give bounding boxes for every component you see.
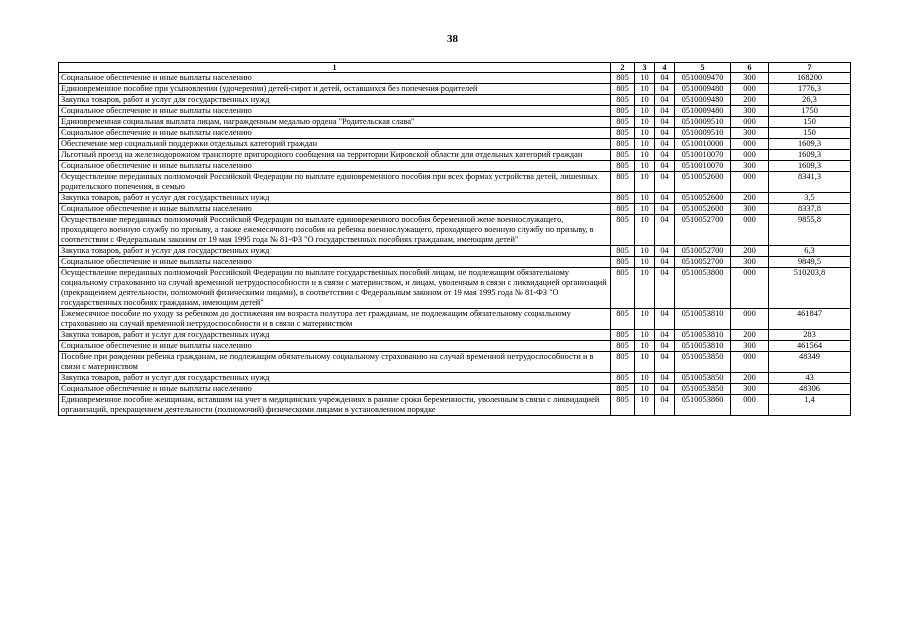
table-row (59, 106, 851, 117)
subsection-code-cell: 04 (655, 309, 675, 330)
ministry-code-cell: 805 (611, 384, 635, 395)
target-article-cell: 0510053810 (675, 341, 731, 352)
row-name-cell: Социальное обеспечение и иные выплаты населению (59, 384, 611, 395)
table-row (59, 150, 851, 161)
amount-cell: 9849,5 (769, 257, 851, 268)
subsection-code-cell: 04 (655, 384, 675, 395)
expense-type-cell: 300 (731, 204, 769, 215)
table-row (59, 204, 851, 215)
section-code-cell: 10 (635, 215, 655, 246)
section-code-cell: 10 (635, 268, 655, 309)
section-code-cell: 10 (635, 193, 655, 204)
row-name-cell: Осуществление переданных полномочий Российской Федерации по выплате единовременного пособия при всех формах устройства детей, лишенных родительского попечения, в семью (59, 172, 611, 193)
amount-cell: 168200 (769, 73, 851, 84)
target-article-cell: 0510010000 (675, 139, 731, 150)
section-code-cell: 10 (635, 161, 655, 172)
ministry-code-cell: 805 (611, 352, 635, 373)
row-name-cell: Единовременное пособие при усыновлении (удочерении) детей-сирот и детей, оставшихся без попечения родителей (59, 84, 611, 95)
section-code-cell: 10 (635, 330, 655, 341)
section-code-cell: 10 (635, 341, 655, 352)
section-code-cell: 10 (635, 257, 655, 268)
section-code-cell: 10 (635, 352, 655, 373)
amount-cell: 43 (769, 373, 851, 384)
ministry-code-cell: 805 (611, 330, 635, 341)
subsection-code-cell: 04 (655, 246, 675, 257)
table-row (59, 117, 851, 128)
target-article-cell: 0510053810 (675, 330, 731, 341)
target-article-cell: 0510009510 (675, 117, 731, 128)
row-name-cell: Социальное обеспечение и иные выплаты населению (59, 106, 611, 117)
subsection-code-cell: 04 (655, 193, 675, 204)
amount-cell: 510203,8 (769, 268, 851, 309)
table-row (59, 341, 851, 352)
table-row (59, 128, 851, 139)
section-code-cell: 10 (635, 128, 655, 139)
target-article-cell: 0510053850 (675, 384, 731, 395)
table-row (59, 268, 851, 309)
amount-cell: 461847 (769, 309, 851, 330)
ministry-code-cell: 805 (611, 215, 635, 246)
target-article-cell: 0510010070 (675, 161, 731, 172)
table-row (59, 139, 851, 150)
subsection-code-cell: 04 (655, 128, 675, 139)
table-row (59, 246, 851, 257)
amount-cell: 48349 (769, 352, 851, 373)
subsection-code-cell: 04 (655, 161, 675, 172)
subsection-code-cell: 04 (655, 73, 675, 84)
ministry-code-cell: 805 (611, 246, 635, 257)
section-code-cell: 10 (635, 384, 655, 395)
target-article-cell: 0510052600 (675, 172, 731, 193)
section-code-cell: 10 (635, 106, 655, 117)
ministry-code-cell: 805 (611, 204, 635, 215)
subsection-code-cell: 04 (655, 117, 675, 128)
row-name-cell: Осуществление переданных полномочий Российской Федерации по выплате единовременного пособия беременной жене военнослужащего, проходящего военную службу по призыву, а также ежемесячного пособия на ребенка военнослужащего, проходящего военную службу по призыву, в соответствии с Федеральным законом от 19 мая 1995 года № 81-ФЗ "О государственных пособиях гражданам, имеющим детей" (59, 215, 611, 246)
target-article-cell: 0510052600 (675, 193, 731, 204)
expense-type-cell: 000 (731, 309, 769, 330)
target-article-cell: 0510009480 (675, 106, 731, 117)
section-code-cell: 10 (635, 73, 655, 84)
target-article-cell: 0510009510 (675, 128, 731, 139)
expense-type-cell: 200 (731, 246, 769, 257)
column-header: 2 (611, 63, 635, 73)
table-row (59, 373, 851, 384)
table-body (59, 73, 851, 416)
table-row (59, 95, 851, 106)
section-code-cell: 10 (635, 95, 655, 106)
row-name-cell: Обеспечение мер социальной поддержки отдельных категорий граждан (59, 139, 611, 150)
subsection-code-cell: 04 (655, 373, 675, 384)
expense-type-cell: 000 (731, 268, 769, 309)
amount-cell: 283 (769, 330, 851, 341)
expense-type-cell: 000 (731, 352, 769, 373)
subsection-code-cell: 04 (655, 330, 675, 341)
target-article-cell: 0510052700 (675, 215, 731, 246)
target-article-cell: 0510052700 (675, 246, 731, 257)
budget-table (58, 62, 851, 416)
ministry-code-cell: 805 (611, 150, 635, 161)
subsection-code-cell: 04 (655, 150, 675, 161)
column-header: 6 (731, 63, 769, 73)
subsection-code-cell: 04 (655, 352, 675, 373)
column-header: 3 (635, 63, 655, 73)
row-name-cell: Осуществление переданных полномочий Российской Федерации по выплате государственных пособий лицам, не подлежащим обязательному социальному страхованию на случай временной нетрудоспособности и в связи с материнством, и лицам, уволенным в связи с ликвидацией организаций (прекращением деятельности, полномочий физическими лицами), в соответствии с Федеральным законом от 19 мая 1995 года № 81-ФЗ "О государственных пособиях гражданам, имеющим детей" (59, 268, 611, 309)
ministry-code-cell: 805 (611, 395, 635, 416)
table-row (59, 172, 851, 193)
expense-type-cell: 200 (731, 95, 769, 106)
ministry-code-cell: 805 (611, 84, 635, 95)
amount-cell: 8341,3 (769, 172, 851, 193)
expense-type-cell: 000 (731, 84, 769, 95)
subsection-code-cell: 04 (655, 268, 675, 309)
ministry-code-cell: 805 (611, 309, 635, 330)
table-row (59, 352, 851, 373)
row-name-cell: Социальное обеспечение и иные выплаты населению (59, 257, 611, 268)
expense-type-cell: 000 (731, 215, 769, 246)
section-code-cell: 10 (635, 139, 655, 150)
target-article-cell: 0510009470 (675, 73, 731, 84)
subsection-code-cell: 04 (655, 215, 675, 246)
expense-type-cell: 000 (731, 395, 769, 416)
ministry-code-cell: 805 (611, 139, 635, 150)
row-name-cell: Социальное обеспечение и иные выплаты населению (59, 128, 611, 139)
target-article-cell: 0510053850 (675, 352, 731, 373)
amount-cell: 1609,3 (769, 161, 851, 172)
amount-cell: 9855,8 (769, 215, 851, 246)
ministry-code-cell: 805 (611, 128, 635, 139)
expense-type-cell: 300 (731, 73, 769, 84)
section-code-cell: 10 (635, 84, 655, 95)
amount-cell: 1750 (769, 106, 851, 117)
column-header: 4 (655, 63, 675, 73)
row-name-cell: Социальное обеспечение и иные выплаты населению (59, 73, 611, 84)
row-name-cell: Закупка товаров, работ и услуг для государственных нужд (59, 246, 611, 257)
amount-cell: 1609,3 (769, 139, 851, 150)
section-code-cell: 10 (635, 117, 655, 128)
expense-type-cell: 300 (731, 128, 769, 139)
expense-type-cell: 000 (731, 150, 769, 161)
table-row (59, 193, 851, 204)
section-code-cell: 10 (635, 373, 655, 384)
ministry-code-cell: 805 (611, 117, 635, 128)
table-row (59, 84, 851, 95)
expense-type-cell: 200 (731, 373, 769, 384)
row-name-cell: Единовременное пособие женщинам, вставшим на учет в медицинских учреждениях в ранние сроки беременности, уволенным в связи с ликвидацией организаций, прекращением деятельности (полномочий) физическими лицами в установленном порядке (59, 395, 611, 416)
row-name-cell: Социальное обеспечение и иные выплаты населению (59, 204, 611, 215)
subsection-code-cell: 04 (655, 204, 675, 215)
table-row (59, 384, 851, 395)
amount-cell: 26,3 (769, 95, 851, 106)
row-name-cell: Социальное обеспечение и иные выплаты населению (59, 161, 611, 172)
row-name-cell: Пособие при рождении ребенка гражданам, не подлежащим обязательному социальному страхованию на случай временной нетрудоспособности и в связи с материнством (59, 352, 611, 373)
amount-cell: 6,3 (769, 246, 851, 257)
expense-type-cell: 000 (731, 172, 769, 193)
ministry-code-cell: 805 (611, 268, 635, 309)
row-name-cell: Закупка товаров, работ и услуг для государственных нужд (59, 373, 611, 384)
target-article-cell: 0510009480 (675, 84, 731, 95)
section-code-cell: 10 (635, 150, 655, 161)
subsection-code-cell: 04 (655, 95, 675, 106)
section-code-cell: 10 (635, 204, 655, 215)
target-article-cell: 0510009480 (675, 95, 731, 106)
table-row (59, 73, 851, 84)
table-row (59, 395, 851, 416)
row-name-cell: Закупка товаров, работ и услуг для государственных нужд (59, 95, 611, 106)
column-header: 5 (675, 63, 731, 73)
target-article-cell: 0510053800 (675, 268, 731, 309)
subsection-code-cell: 04 (655, 172, 675, 193)
row-name-cell: Закупка товаров, работ и услуг для государственных нужд (59, 330, 611, 341)
amount-cell: 1776,3 (769, 84, 851, 95)
subsection-code-cell: 04 (655, 257, 675, 268)
target-article-cell: 0510052600 (675, 204, 731, 215)
row-name-cell: Ежемесячное пособие по уходу за ребенком до достижения им возраста полутора лет гражданам, не подлежащим обязательному социальному страхованию на случай временной нетрудоспособности и в связи с материнством (59, 309, 611, 330)
row-name-cell: Социальное обеспечение и иные выплаты населению (59, 341, 611, 352)
section-code-cell: 10 (635, 309, 655, 330)
expense-type-cell: 300 (731, 257, 769, 268)
target-article-cell: 0510052700 (675, 257, 731, 268)
expense-type-cell: 300 (731, 341, 769, 352)
amount-cell: 150 (769, 117, 851, 128)
ministry-code-cell: 805 (611, 341, 635, 352)
table-row (59, 330, 851, 341)
subsection-code-cell: 04 (655, 395, 675, 416)
target-article-cell: 0510053810 (675, 309, 731, 330)
column-header: 7 (769, 63, 851, 73)
amount-cell: 1609,3 (769, 150, 851, 161)
ministry-code-cell: 805 (611, 106, 635, 117)
row-name-cell: Льготный проезд на железнодорожном транспорте пригородного сообщения на территории Кировской области для отдельных категорий граждан (59, 150, 611, 161)
row-name-cell: Закупка товаров, работ и услуг для государственных нужд (59, 193, 611, 204)
target-article-cell: 0510053860 (675, 395, 731, 416)
expense-type-cell: 200 (731, 193, 769, 204)
subsection-code-cell: 04 (655, 341, 675, 352)
amount-cell: 1,4 (769, 395, 851, 416)
expense-type-cell: 000 (731, 117, 769, 128)
target-article-cell: 0510053850 (675, 373, 731, 384)
section-code-cell: 10 (635, 172, 655, 193)
expense-type-cell: 200 (731, 330, 769, 341)
expense-type-cell: 000 (731, 139, 769, 150)
column-header: 1 (59, 63, 611, 73)
ministry-code-cell: 805 (611, 257, 635, 268)
table-row (59, 215, 851, 246)
amount-cell: 8337,8 (769, 204, 851, 215)
subsection-code-cell: 04 (655, 139, 675, 150)
ministry-code-cell: 805 (611, 373, 635, 384)
section-code-cell: 10 (635, 246, 655, 257)
ministry-code-cell: 805 (611, 95, 635, 106)
ministry-code-cell: 805 (611, 193, 635, 204)
table-row (59, 309, 851, 330)
expense-type-cell: 300 (731, 106, 769, 117)
ministry-code-cell: 805 (611, 161, 635, 172)
page-number: 38 (447, 33, 458, 45)
table-row (59, 257, 851, 268)
header-row (59, 63, 851, 73)
ministry-code-cell: 805 (611, 73, 635, 84)
subsection-code-cell: 04 (655, 84, 675, 95)
expense-type-cell: 300 (731, 384, 769, 395)
section-code-cell: 10 (635, 395, 655, 416)
amount-cell: 150 (769, 128, 851, 139)
amount-cell: 461564 (769, 341, 851, 352)
expense-type-cell: 300 (731, 161, 769, 172)
table-row (59, 161, 851, 172)
ministry-code-cell: 805 (611, 172, 635, 193)
amount-cell: 48306 (769, 384, 851, 395)
subsection-code-cell: 04 (655, 106, 675, 117)
row-name-cell: Единовременная социальная выплата лицам, награжденным медалью ордена "Родительская слава" (59, 117, 611, 128)
amount-cell: 3,5 (769, 193, 851, 204)
target-article-cell: 0510010070 (675, 150, 731, 161)
